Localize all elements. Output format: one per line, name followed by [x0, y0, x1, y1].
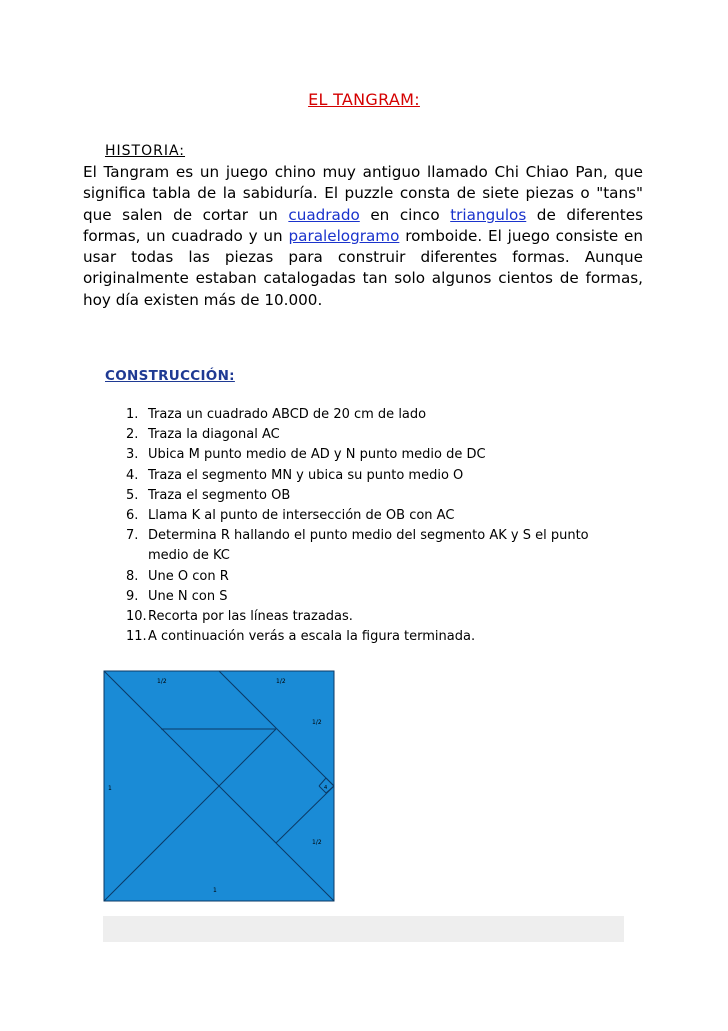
label-top-left: 1/2	[157, 678, 167, 685]
step-item	[104, 627, 624, 647]
link-cuadrado[interactable]: cuadrado	[288, 205, 360, 224]
paragraph-text: en cinco	[359, 205, 451, 224]
historia-paragraph	[83, 162, 643, 311]
step-text: Traza el segmento MN y ubica su punto medio O	[148, 467, 464, 483]
step-text: A continuación verás a escala la figura terminada.	[148, 629, 476, 645]
step-item	[104, 466, 624, 486]
label-right-upper: 1/2	[312, 719, 322, 726]
step-number: 1.	[126, 407, 139, 422]
step-text: Recorta por las líneas trazadas.	[148, 609, 353, 625]
step-number: 5.	[126, 487, 139, 503]
label-right-square: 4	[324, 785, 328, 791]
step-text: Traza el segmento OB	[148, 487, 291, 503]
label-bottom: 1	[213, 887, 217, 894]
step-text: Ubica M punto medio de AD y N punto medio de DC	[148, 447, 486, 463]
label-left: 1	[108, 785, 112, 792]
step-item	[104, 587, 624, 607]
step-number: 4.	[126, 467, 139, 483]
step-item	[104, 445, 624, 465]
gray-bar	[103, 916, 624, 942]
step-item	[104, 526, 624, 566]
step-item	[104, 405, 624, 425]
paragraph-text: El Tangram es un juego chino muy antiguo llamado Chi Chiao Pan, que significa tabla de la sabiduría. El puzzle consta de siete piezas o "tans" que salen de cortar un	[83, 163, 643, 224]
label-right-lower: 1/2	[312, 839, 322, 846]
step-number: 11.	[126, 629, 147, 645]
step-item	[104, 607, 624, 627]
step-item	[104, 486, 624, 506]
link-paralelogramo[interactable]: paralelogramo	[288, 226, 400, 245]
step-item	[104, 567, 624, 587]
step-number: 10.	[126, 609, 147, 625]
step-text: Llama K al punto de intersección de OB con AC	[148, 508, 455, 524]
step-text: Traza la diagonal AC	[148, 427, 280, 443]
page-title: EL TANGRAM:	[308, 90, 420, 109]
step-text: Determina R hallando el punto medio del segmento AK y S el punto medio de KC	[148, 528, 589, 564]
paragraph-text: de diferentes formas, un cuadrado y un	[83, 205, 643, 245]
step-number: 2.	[126, 427, 139, 443]
step-item	[104, 506, 624, 526]
step-number: 8.	[126, 568, 139, 584]
construccion-heading: CONSTRUCCIÓN:	[105, 368, 235, 384]
paragraph-text: romboide. El juego consiste en usar todas las piezas para construir diferentes formas. Aunque originalmente estaban catalogadas tan solo algunos cientos de formas, hoy día existen más de 10.000.	[83, 226, 643, 309]
historia-heading: HISTORIA:	[105, 143, 186, 159]
step-text: Une N con S	[148, 588, 228, 604]
step-text: Une O con R	[148, 568, 229, 584]
label-top-mid: 1/2	[276, 678, 286, 685]
step-number: 9.	[126, 588, 139, 604]
step-number: 6.	[126, 508, 139, 524]
step-item	[104, 425, 624, 445]
step-number: 3.	[126, 447, 139, 463]
tangram-figure	[103, 670, 335, 902]
link-triangulos[interactable]: triangulos	[450, 205, 527, 224]
step-number: 7.	[126, 528, 139, 544]
step-text: Traza un cuadrado ABCD de 20 cm de lado	[148, 407, 427, 422]
construction-steps-list	[104, 405, 624, 647]
